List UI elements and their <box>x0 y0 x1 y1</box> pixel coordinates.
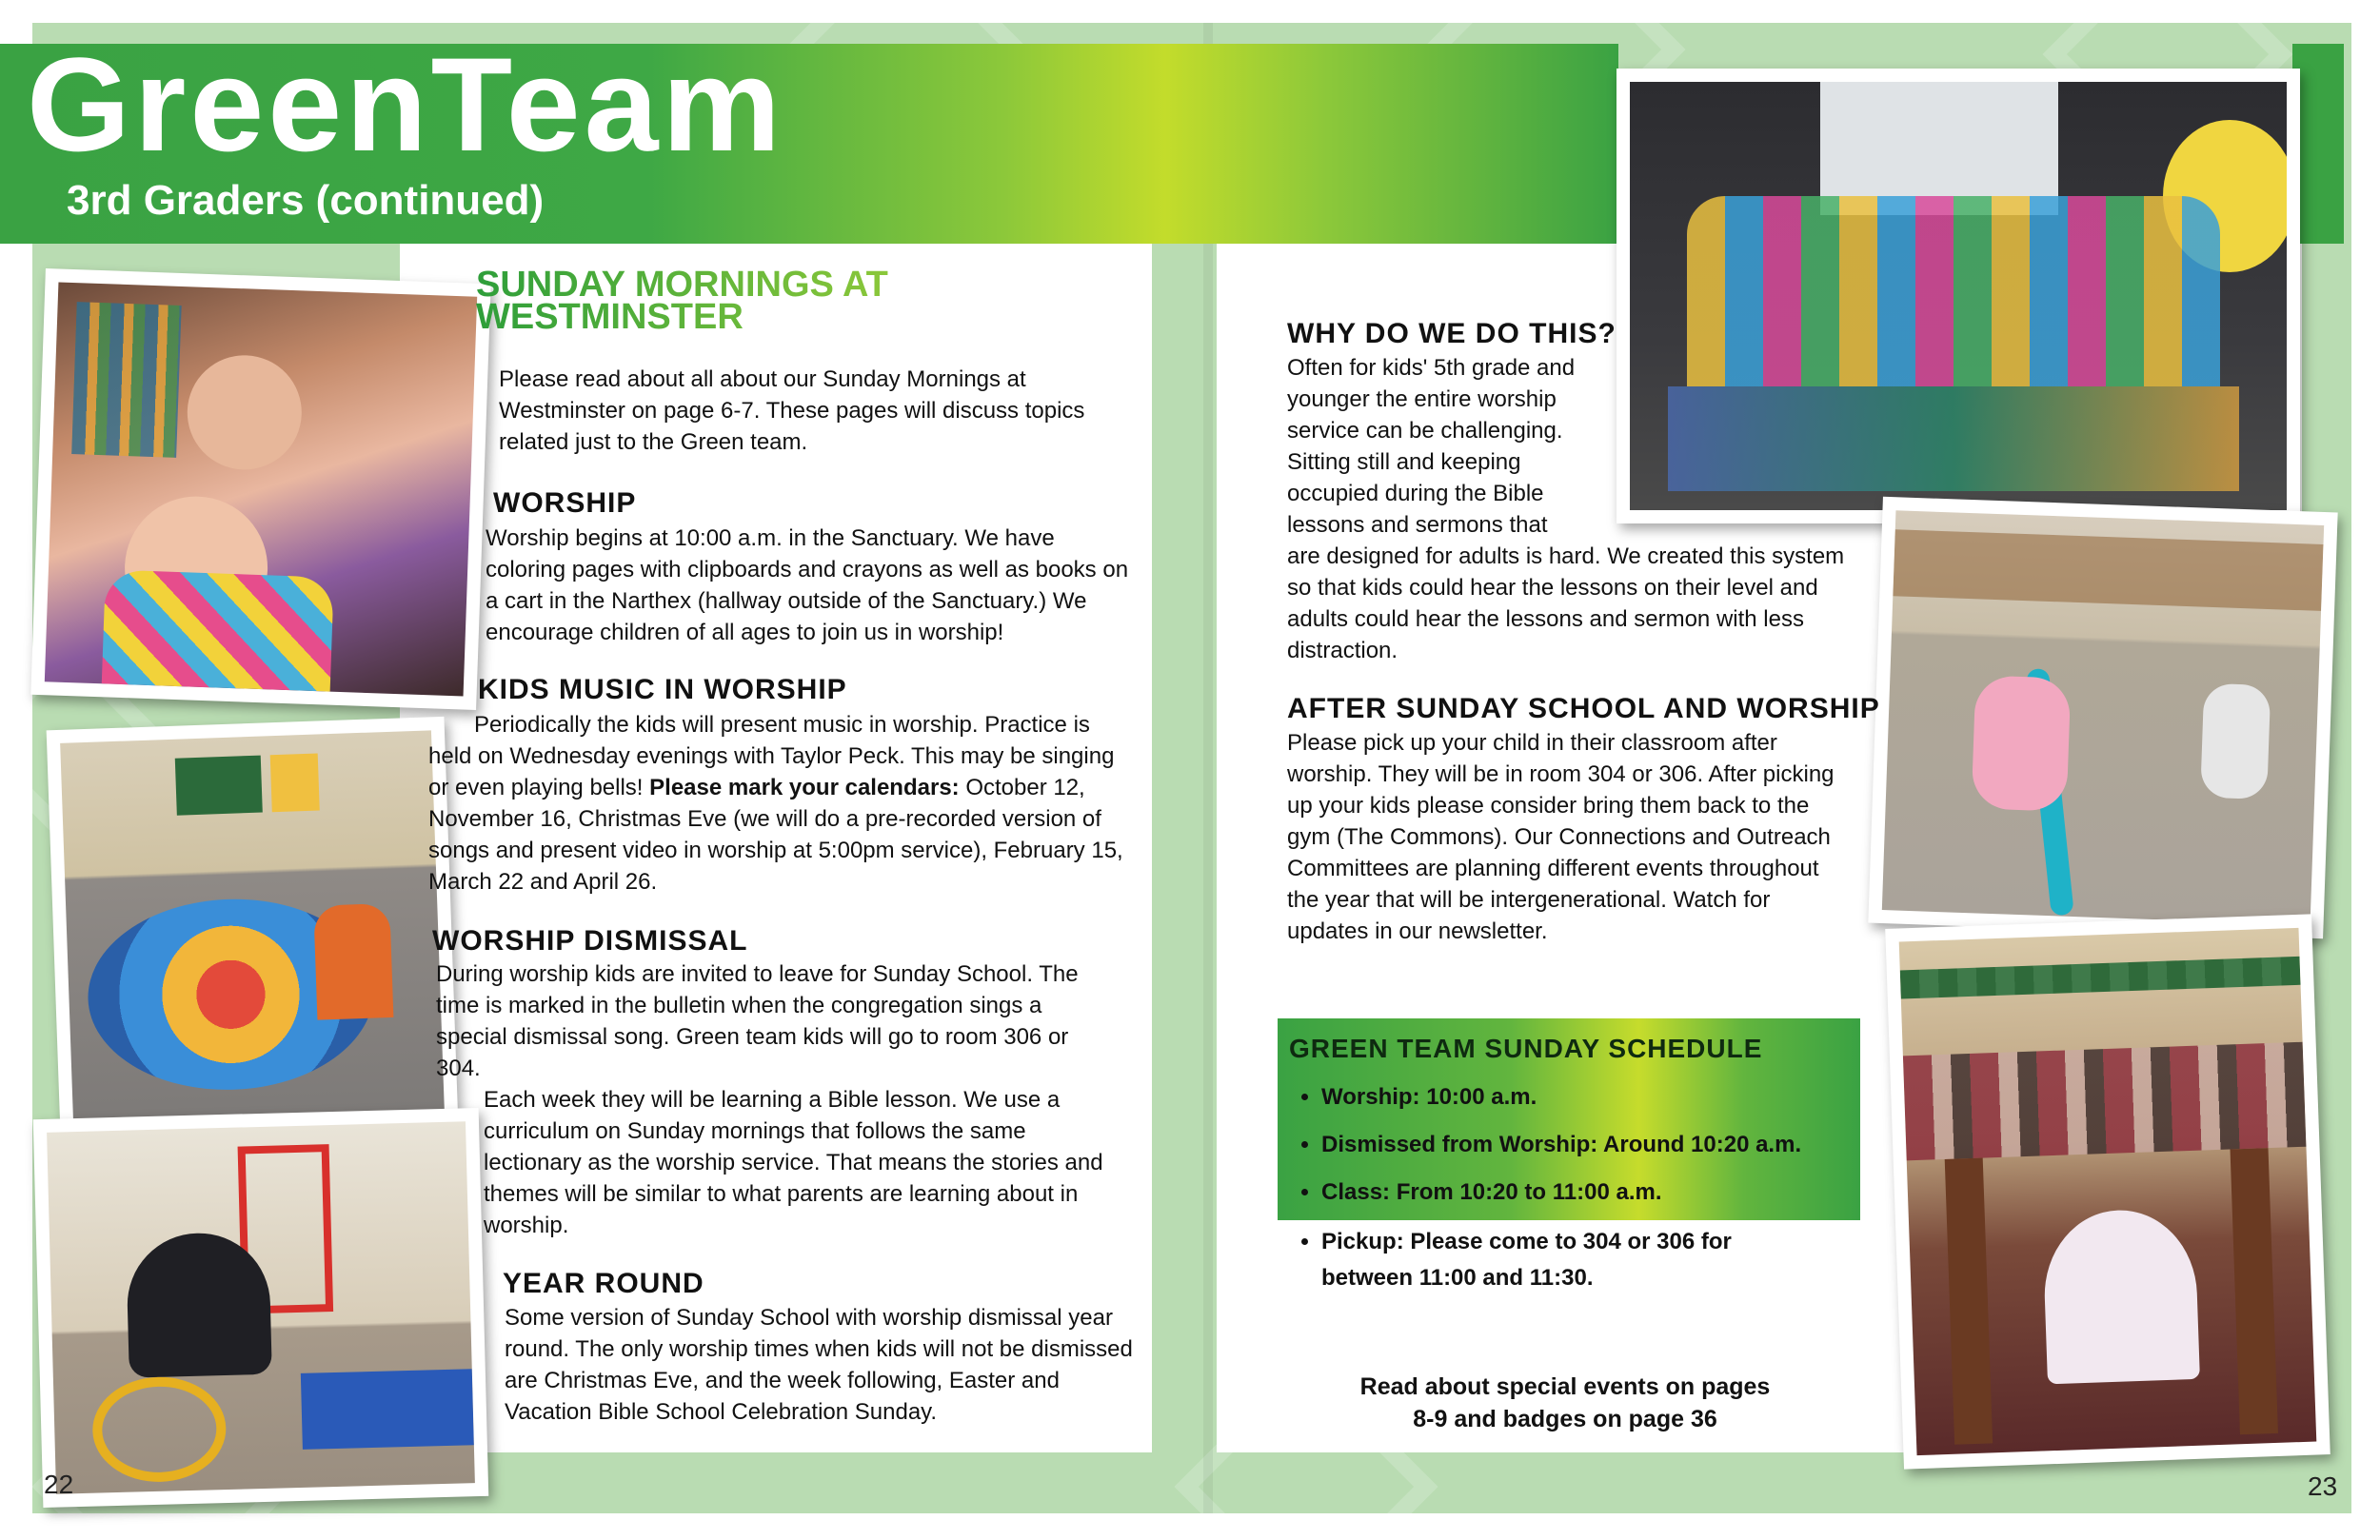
main-heading: SUNDAY MORNINGS AT WESTMINSTER <box>476 268 895 333</box>
special-events-note: Read about special events on pages 8-9 and badges on page 36 <box>1359 1373 1771 1432</box>
page-fold <box>1203 23 1213 1513</box>
photo-kids-cheering <box>30 268 490 710</box>
why-heading: WHY DO WE DO THIS? <box>1287 318 1616 349</box>
schedule-item: • Class: From 10:20 to 11:00 a.m. <box>1321 1169 1816 1216</box>
intro-text: Please read about all about our Sunday Mornings at Westminster on page 6-7. These pages will discuss topics related just to the Green team. <box>499 366 1085 455</box>
dismissal-heading: WORSHIP DISMISSAL <box>432 925 748 957</box>
schedule-title: GREEN TEAM SUNDAY SCHEDULE <box>1289 1034 1763 1063</box>
schedule-item: • Pickup: Please come to 304 or 306 for between 11:00 and 11:30. <box>1321 1216 1816 1296</box>
kids-music-heading: KIDS MUSIC IN WORSHIP <box>478 674 847 705</box>
schedule-item: • Dismissed from Worship: Around 10:20 a.m. <box>1321 1121 1816 1169</box>
kids-music-text-part1: Periodically the kids will present music in worship. Practice is held on Wednesday evenings with Taylor Peck. This may be singing or even playing bells! <box>428 712 1115 800</box>
schedule-list <box>1278 1074 1816 1296</box>
why-text-wide: are designed for adults is hard. We created this system so that kids could hear the lessons on their level and adults could hear the lessons and sermon with less distraction. <box>1287 543 1845 663</box>
page-number-left: 22 <box>44 1470 74 1499</box>
photo-kids-on-rug <box>47 717 459 1137</box>
kids-music-text <box>428 709 1135 898</box>
worship-text: Worship begins at 10:00 a.m. in the Sanctuary. We have coloring pages with clipboards and crayons as well as books on a cart in the Narthex (hallway outside of the Sanctuary.) We encourage children of all ages to join us in worship! <box>486 525 1129 645</box>
page-number-right: 23 <box>2308 1471 2338 1501</box>
why-text-narrow: Often for kids' 5th grade and younger the entire worship service can be challenging. Sitting still and keeping occupied during the Bible lessons and sermons that <box>1287 355 1576 538</box>
dismissal-text: During worship kids are invited to leave for Sunday School. The time is marked in the bulletin when the congregation sings a special dismissal song. Green team kids will go to room 306 or 304. <box>436 961 1079 1081</box>
photo-group-tiedye <box>1616 69 2300 523</box>
schedule-item: • Worship: 10:00 a.m. <box>1321 1074 1816 1121</box>
photo-christmas-pageant <box>1885 914 2330 1469</box>
title-banner-edge <box>2292 44 2344 244</box>
calendar-callout: Please mark your calendars: <box>649 775 960 800</box>
page-title: GreenTeam <box>27 30 784 179</box>
after-heading: AFTER SUNDAY SCHOOL AND WORSHIP <box>1287 693 1880 724</box>
schedule-box <box>1278 1018 1860 1291</box>
kids-music-text-part2: October 12, November 16, Christmas Eve (we will do a pre-recorded version of songs and present video in worship at 5:00pm service), February 15, March 22 and April 26. <box>428 775 1123 895</box>
photo-kids-tricycles <box>33 1108 489 1508</box>
photo-kids-gym-game <box>1868 497 2337 938</box>
year-round-heading: YEAR ROUND <box>503 1268 704 1299</box>
page-subtitle: 3rd Graders (continued) <box>67 177 545 224</box>
year-round-text: Some version of Sunday School with worship dismissal year round. The only worship times when kids will not be dismissed are Christmas Eve, and the week following, Easter and Vacation Bible School Celebration Sunday. <box>505 1305 1133 1425</box>
dismissal-lesson-text: Each week they will be learning a Bible lesson. We use a curriculum on Sunday mornings that follows the same lectionary as the worship service. That means the stories and themes will be similar to what parents are learning about in worship. <box>484 1087 1103 1238</box>
after-text: Please pick up your child in their classroom after worship. They will be in room 304 or 306. After picking up your kids please consider bring them back to the gym (The Commons). Our Connections and Outreach Committees are planning different events throughout the year that will be intergenerational. Watch for updates in our newsletter. <box>1287 730 1835 944</box>
worship-heading: WORSHIP <box>493 487 637 519</box>
